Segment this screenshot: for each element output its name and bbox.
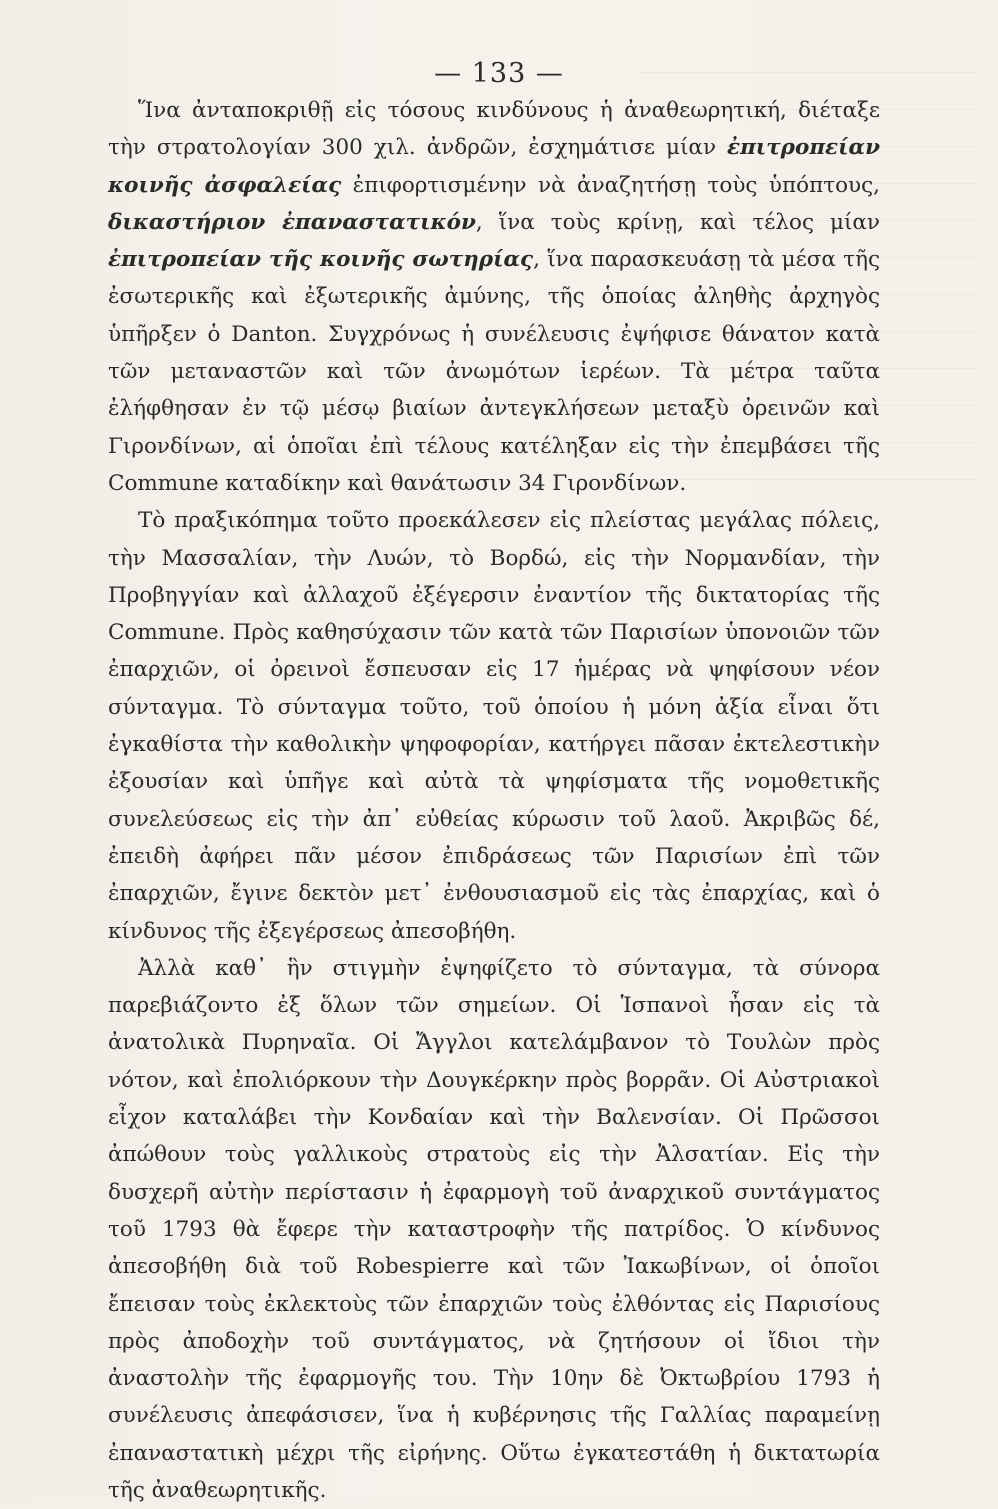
- body-text: [108, 92, 880, 1509]
- paragraph-1: [108, 92, 880, 502]
- text-segment: Τὸ πραξικόπημα τοῦτο προεκάλεσεν εἰς πλείστας μεγάλας πόλεις, τὴν Μασσαλίαν, τὴν Λυών, τὸ Βορδώ, εἰς τὴν Νορμανδίαν, τὴν Προβηγγίαν καὶ ἀλλαχοῦ ἐξέγερσιν ἐναντίον τῆς δικτατορίας τῆς Commune. Πρὸς καθησύχασιν τῶν κατὰ τῶν Παρισίων ὑπονοιῶν τῶν ἐπαρχιῶν, οἱ ὀρεινοὶ ἔσπευσαν εἰς 17 ἡμέρας νὰ ψηφίσουν νέον σύνταγμα. Τὸ σύνταγμα τοῦτο, τοῦ ὁποίου ἡ μόνη ἀξία εἶναι ὅτι ἐγκαθίστα τὴν καθολικὴν ψηφοφορίαν, κατήργει πᾶσαν ἐκτελεστικὴν ἐξουσίαν καὶ ὑπῆγε καὶ αὐτὰ τὰ ψηφίσματα τῆς νομοθετικῆς συνελεύσεως εἰς τὴν ἀπ᾽ εὐθείας κύρωσιν τοῦ λαοῦ. Ἀκριβῶς δέ, ἐπειδὴ ἀφήρει πᾶν μέσον ἐπιδράσεως τῶν Παρισίων ἐπὶ τῶν ἐπαρχιῶν, ἔγινε δεκτὸν μετ᾽ ἐνθουσιασμοῦ εἰς τὰς ἐπαρχίας, καὶ ὁ κίνδυνος τῆς ἐξεγέρσεως ἀπεσοβήθη.: [108, 508, 880, 944]
- emphasis-segment: ἐπιτροπείαν τῆς κοινῆς σωτηρίας: [108, 247, 534, 273]
- emphasis-segment: ἐπιτροπείαν κοινῆς ἀσφαλείας: [108, 135, 880, 198]
- paragraph-2: [108, 502, 880, 950]
- page-number: — 133 —: [434, 58, 564, 89]
- text-segment: , ἵνα τοὺς κρίνῃ, καὶ τέλος μίαν: [475, 209, 881, 235]
- text-segment: , ἵνα παρασκευάσῃ τὰ μέσα τῆς ἐσωτερικῆς καὶ ἐξωτερικῆς ἀμύνης, τῆς ὁποίας ἀληθὴς ἀρχηγὸς ὑπῆρξεν ὁ Danton. Συγχρόνως ἡ συνέλευσις ἐψήφισε θάνατον κατὰ τῶν μεταναστῶν καὶ τῶν ἀνωμότων ἱερέων. Τὰ μέτρα ταῦτα ἐλήφθησαν ἐν τῷ μέσῳ βιαίων ἀντεγκλήσεων μεταξὺ ὀρεινῶν καὶ Γιρονδίνων, αἱ ὁποῖαι ἐπὶ τέλους κατέληξαν εἰς τὴν ἐπεμβάσει τῆς Commune καταδίκην καὶ θανάτωσιν 34 Γιρονδίνων.: [108, 247, 880, 496]
- text-segment: ἐπιφορτισμένην νὰ ἀναζητήσῃ τοὺς ὑπόπτους,: [341, 172, 880, 198]
- paragraph-3: [108, 950, 880, 1509]
- text-segment: Ἵνα ἀνταποκριθῇ εἰς τόσους κινδύνους ἡ ἀναθεωρητική, διέταξε τὴν στρατολογίαν 300 χιλ. ἀνδρῶν, ἐσχημάτισε μίαν: [108, 98, 880, 161]
- emphasis-segment: δικαστήριον ἐπαναστατικόν: [108, 209, 476, 235]
- text-segment: Ἀλλὰ καθ᾽ ἣν στιγμὴν ἐψηφίζετο τὸ σύνταγμα, τὰ σύνορα παρεβιάζοντο ἐξ ὅλων τῶν σημείων. Οἱ Ἱσπανοὶ ἦσαν εἰς τὰ ἀνατολικὰ Πυρηναῖα. Οἱ Ἄγγλοι κατελάμβανον τὸ Τουλὼν πρὸς νότον, καὶ ἐπολιόρκουν τὴν Δουγκέρκην πρὸς βορρᾶν. Οἱ Αὐστριακοὶ εἶχον καταλάβει τὴν Κονδαίαν καὶ τὴν Βαλενσίαν. Οἱ Πρῶσσοι ἀπώθουν τοὺς γαλλικοὺς στρατοὺς εἰς τὴν Ἀλσατίαν. Εἰς τὴν δυσχερῆ αὐτὴν περίστασιν ἡ ἐφαρμογὴ τοῦ ἀναρχικοῦ συντάγματος τοῦ 1793 θὰ ἔφερε τὴν καταστροφὴν τῆς πατρίδος. Ὁ κίνδυνος ἀπεσοβήθη διὰ τοῦ Robespierre καὶ τῶν Ἰακωβίνων, οἱ ὁποῖοι ἔπεισαν τοὺς ἐκλεκτοὺς τῶν ἐπαρχιῶν τοὺς ἐλθόντας εἰς Παρισίους πρὸς ἀποδοχὴν τοῦ συντάγματος, νὰ ζητήσουν οἱ ἴδιοι τὴν ἀναστολὴν τῆς ἐφαρμογῆς του. Τὴν 10ην δὲ Ὀκτωβρίου 1793 ἡ συνέλευσις ἀπεφάσισεν, ἵνα ἡ κυβέρνησις τῆς Γαλλίας παραμείνῃ ἐπαναστατικὴ μέχρι τῆς εἰρήνης. Οὕτω ἐγκατεστάθη ἡ δικτατωρία τῆς ἀναθεωρητικῆς.: [108, 955, 880, 1503]
